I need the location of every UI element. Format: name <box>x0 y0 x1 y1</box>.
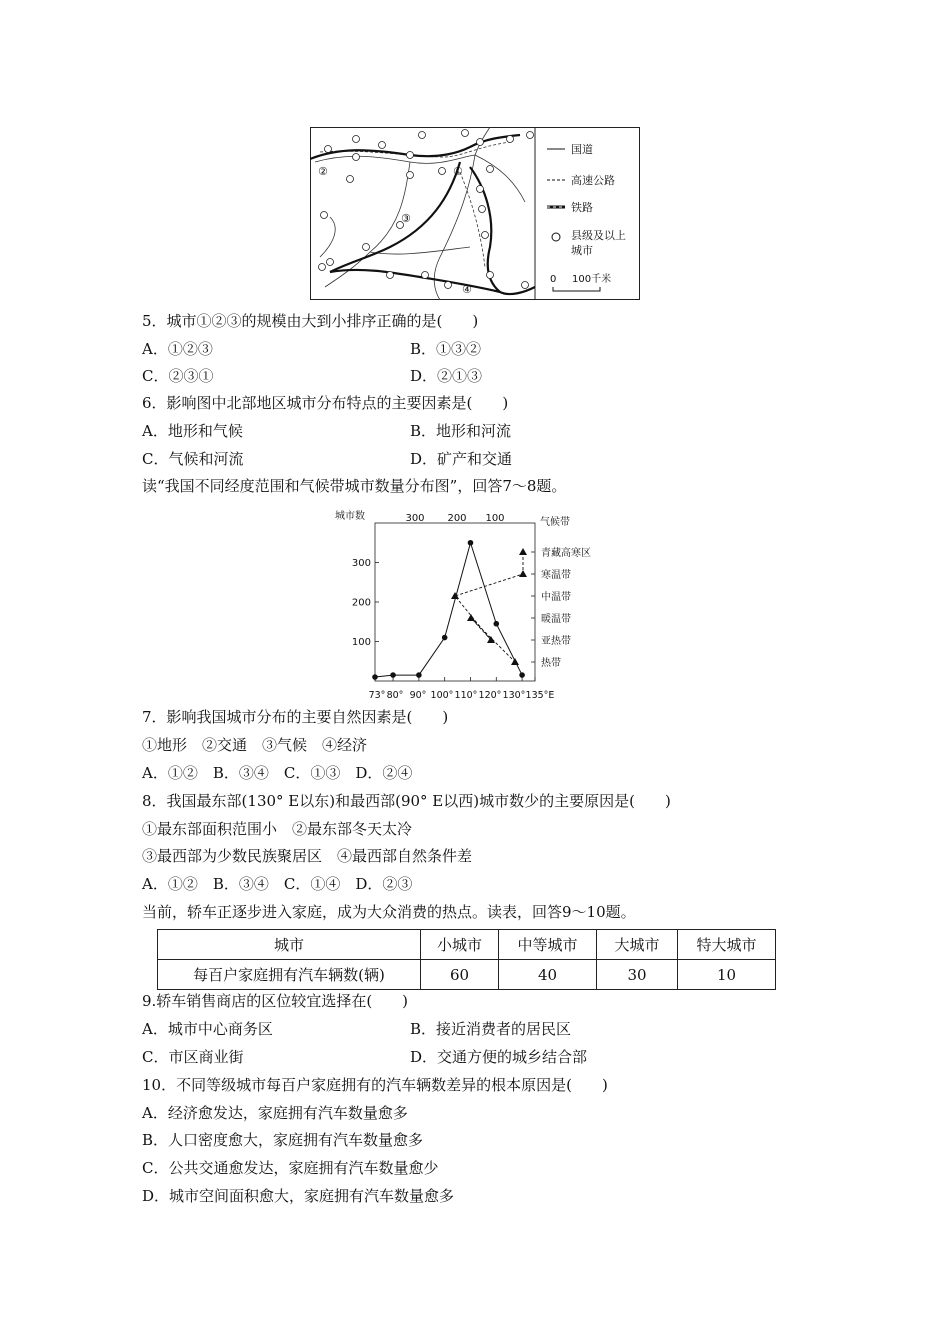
legend-city-label-2: 城市 <box>571 244 593 257</box>
x-tick-label: 90° <box>409 690 427 701</box>
q9-option-a: A．城市中心商务区 <box>142 1020 273 1038</box>
y-tick-label: 200 <box>351 597 371 609</box>
table-cell: 60 <box>421 960 499 990</box>
q10-option-c: C．公共交通愈发达，家庭拥有汽车数量愈少 <box>142 1159 439 1177</box>
q6-stem: 6．影响图中北部地区城市分布特点的主要因素是( ) <box>142 394 509 412</box>
marker-1: ① <box>453 165 463 178</box>
legend-city-label-1: 县级及以上 <box>571 229 626 242</box>
longitude-point <box>372 674 378 680</box>
x-tick-label: 100° <box>430 690 454 701</box>
longitude-point <box>442 635 448 641</box>
q5-option-c: C．②③① <box>142 367 214 385</box>
table-header-row <box>158 930 776 960</box>
table-header: 中等城市 <box>499 930 597 960</box>
q10-option-a: A．经济愈发达，家庭拥有汽车数量愈多 <box>142 1104 408 1122</box>
marker-4: ④ <box>462 283 472 296</box>
zone-label: 中温带 <box>541 592 571 603</box>
table-header: 小城市 <box>421 930 499 960</box>
q10-option-d: D．城市空间面积愈大，家庭拥有汽车数量愈多 <box>142 1187 455 1205</box>
q9-option-c: C．市区商业街 <box>142 1048 244 1066</box>
climate-series-line <box>455 552 523 662</box>
climate-point <box>519 570 527 577</box>
table-cell: 每百户家庭拥有汽车辆数(辆) <box>158 960 421 990</box>
chart-climate-label: 气候带 <box>540 517 570 528</box>
top-tick-label: 200 <box>447 513 467 524</box>
q5-option-a: A．①②③ <box>142 340 213 358</box>
city-count-chart <box>335 505 625 705</box>
q9-stem: 9.轿车销售商店的区位较宜选择在( ) <box>142 992 409 1010</box>
q8-options: A．①② B．③④ C．①④ D．②③ <box>142 875 413 893</box>
x-tick-label: 135°E <box>525 690 555 701</box>
x-tick-label: 73° <box>368 690 386 701</box>
climate-point <box>511 658 519 665</box>
zone-label: 亚热带 <box>541 636 571 647</box>
y-tick-label: 100 <box>351 637 371 648</box>
longitude-point <box>493 621 499 627</box>
table-row <box>158 960 776 990</box>
q5-option-d: D．②①③ <box>410 367 483 385</box>
legend-highway-label: 高速公路 <box>571 174 615 187</box>
x-tick-label: 130° <box>502 690 526 701</box>
longitude-point <box>468 540 474 546</box>
q7-items: ①地形 ②交通 ③气候 ④经济 <box>142 736 368 754</box>
q7-stem: 7．影响我国城市分布的主要自然因素是( ) <box>142 708 449 726</box>
q5-option-b: B．①③② <box>410 340 482 358</box>
intro-q9-10: 当前，轿车正逐步进入家庭，成为大众消费的热点。读表，回答9～10题。 <box>142 903 636 921</box>
q6-option-d: D．矿产和交通 <box>410 450 513 468</box>
table-cell: 10 <box>678 960 776 990</box>
longitude-point <box>390 672 396 678</box>
table-header: 特大城市 <box>678 930 776 960</box>
marker-3: ③ <box>401 212 411 225</box>
legend-railway-label: 铁路 <box>571 201 593 214</box>
top-tick-label: 100 <box>485 513 505 524</box>
q9-option-d: D．交通方便的城乡结合部 <box>410 1048 588 1066</box>
scale-zero: 0 <box>550 274 557 285</box>
city-transport-map <box>310 127 640 300</box>
table-header: 城市 <box>158 930 421 960</box>
q9-option-b: B．接近消费者的居民区 <box>410 1020 572 1038</box>
x-tick-label: 110° <box>454 690 478 701</box>
q6-option-a: A．地形和气候 <box>142 422 243 440</box>
q6-option-b: B．地形和河流 <box>410 422 512 440</box>
chart-ylabel: 城市数 <box>335 511 365 522</box>
q7-options: A．①② B．③④ C．①③ D．②④ <box>142 764 413 782</box>
car-ownership-table <box>157 929 776 990</box>
q6-option-c: C．气候和河流 <box>142 450 244 468</box>
table-cell: 40 <box>499 960 597 990</box>
zone-label: 暖温带 <box>541 614 571 625</box>
top-tick-label: 300 <box>405 513 425 524</box>
q8-items-2: ③最西部为少数民族聚居区 ④最西部自然条件差 <box>142 847 473 865</box>
x-tick-label: 80° <box>386 690 404 701</box>
zone-label: 热带 <box>541 658 561 669</box>
intro-q7-8: 读“我国不同经度范围和气候带城市数量分布图”，回答7～8题。 <box>142 477 567 495</box>
longitude-point <box>416 672 422 678</box>
legend-road-label: 国道 <box>571 143 593 156</box>
marker-2: ② <box>318 165 328 178</box>
climate-point <box>519 548 527 555</box>
x-tick-label: 120° <box>478 690 502 701</box>
q5-stem: 5．城市①②③的规模由大到小排序正确的是( ) <box>142 312 479 330</box>
table-header: 大城市 <box>597 930 678 960</box>
q10-stem: 10．不同等级城市每百户家庭拥有的汽车辆数差异的根本原因是( ) <box>142 1076 608 1094</box>
q10-option-b: B．人口密度愈大，家庭拥有汽车数量愈多 <box>142 1131 424 1149</box>
table-cell: 30 <box>597 960 678 990</box>
y-tick-label: 300 <box>351 558 371 569</box>
longitude-point <box>519 672 525 678</box>
longitude-series-line <box>375 543 522 677</box>
zone-label: 寒温带 <box>541 570 571 581</box>
q8-items-1: ①最东部面积范围小 ②最东部冬天太冷 <box>142 820 413 838</box>
q8-stem: 8．我国最东部(130° E以东)和最西部(90° E以西)城市数少的主要原因是( ) <box>142 792 671 810</box>
scale-label: 100千米 <box>572 274 612 285</box>
climate-point <box>467 614 475 621</box>
zone-label: 青藏高寒区 <box>541 548 591 559</box>
